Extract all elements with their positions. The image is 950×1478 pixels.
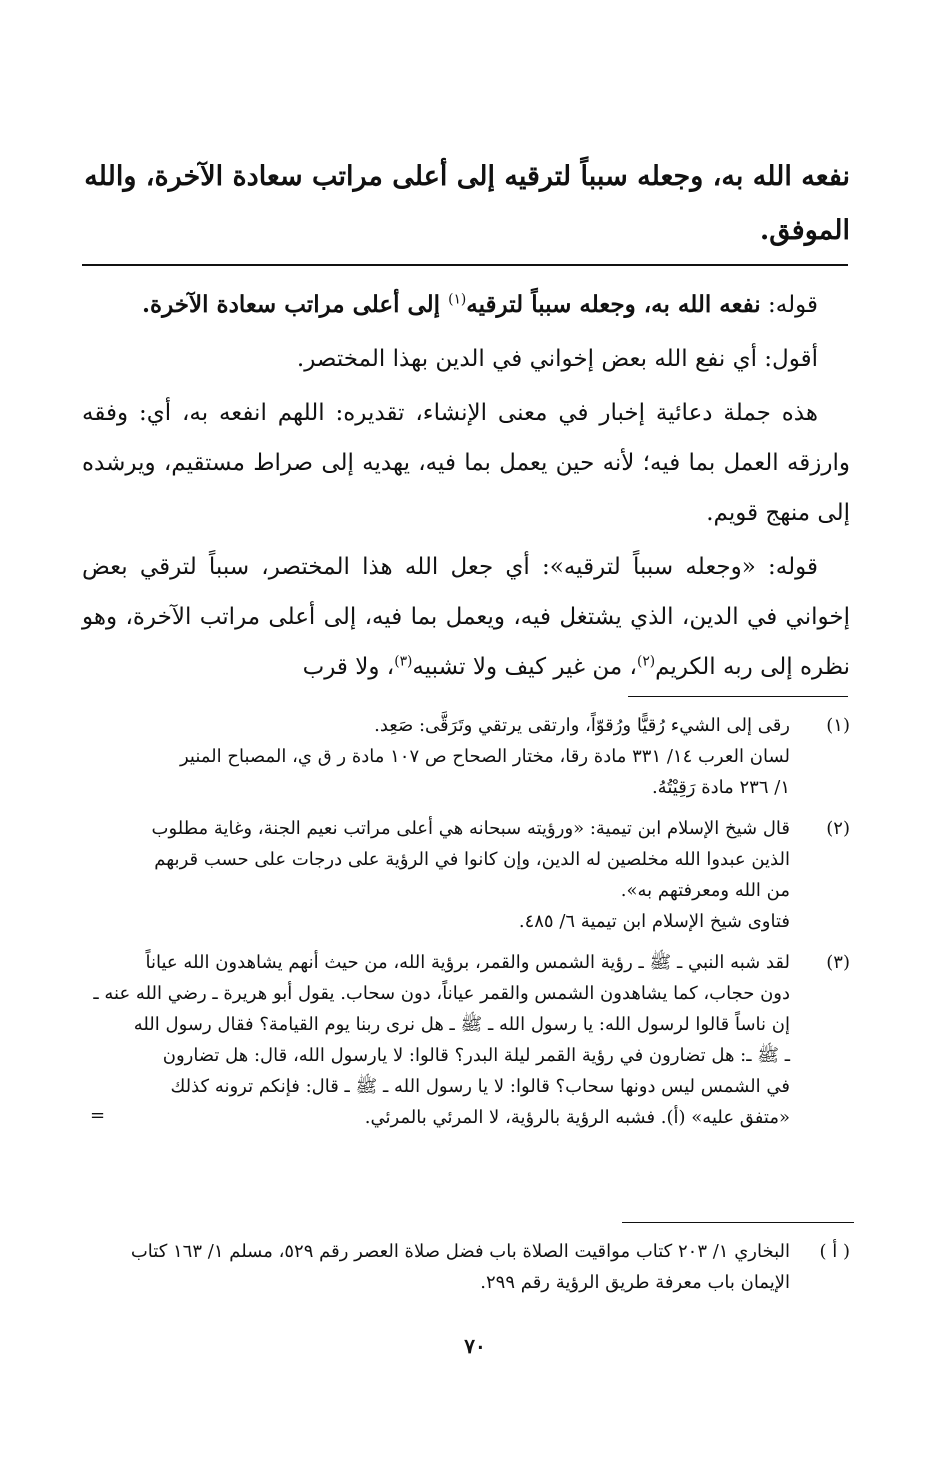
commentary-text: ، ولا قرب [302, 654, 395, 680]
subnote-a [82, 1236, 850, 1298]
commentary-text: ، من غير كيف ولا تشبيه [412, 654, 637, 680]
footnote-number: (٢) [826, 818, 850, 839]
subnotes [82, 1236, 850, 1308]
footnote-1 [82, 710, 850, 803]
footnote-line: في الشمس ليس دونها سحاب؟ قالوا: لا يا رسول الله ـ ﷺ ـ قال: فإنكم ترونه كذلك [170, 1076, 790, 1097]
footnote-line: ١/ ٢٣٦ مادة رَقِيْتُهُ. [651, 777, 790, 798]
footnote-line: فتاوى شيخ الإسلام ابن تيمية ٦/ ٤٨٥. [518, 911, 790, 932]
commentary-paragraph-4 [82, 542, 850, 692]
subnote-line: البخاري ١/ ٢٠٣ كتاب مواقيت الصلاة باب فضل صلاة العصر رقم ٥٢٩، مسلم ١/ ١٦٣ كتاب [130, 1241, 790, 1262]
quoted-text: نفعه الله به، وجعله سبباً لترقيه [466, 291, 761, 318]
footnote-3 [82, 947, 850, 1133]
footnote-line: إن ناساً قالوا لرسول الله: يا رسول الله ـ ﷺ ـ هل نرى ربنا يوم القيامة؟ فقال رسول الله [133, 1014, 790, 1035]
subnote-line: الإيمان باب معرفة طريق الرؤية رقم ٢٩٩. [480, 1272, 790, 1293]
commentary-prefix: قوله: [760, 292, 818, 318]
commentary-text: قوله: «وجعله سبباً لترقيه»: أي جعل الله هذا المختصر، سبباً لترقي بعض إخواني في الدين، الذي يشتغل فيه، ويعمل بما فيه، إلى أعلى مراتب الآخرة، وهو نظره إلى ربه الكريم [82, 554, 850, 680]
footnote-number: (١) [826, 715, 850, 736]
commentary-paragraph-3: هذه جملة دعائية إخبار في معنى الإنشاء، تقديره: اللهم انفعه به، أي: وفقه وارزقه العمل بما فيه؛ لأنه حين يعمل بما فيه، يهديه إلى صراط مستقيم، ويرشده إلى منهج قويم. [82, 400, 850, 526]
footnote-line: لقد شبه النبي ـ ﷺ ـ رؤية الشمس والقمر، برؤية الله، من حيث أنهم يشاهدون الله عياناً [145, 952, 790, 973]
footnote-line: لسان العرب ١٤/ ٣٣١ مادة رقا، مختار الصحاح ص ١٠٧ مادة ر ق ي، المصباح المنير [179, 746, 790, 767]
footnote-ref-1: (١) [448, 291, 467, 308]
commentary-paragraph-1 [82, 280, 850, 330]
section-divider [82, 264, 848, 266]
quoted-text-continued: إلى أعلى مراتب سعادة الآخرة. [142, 291, 449, 318]
continuation-mark: = [90, 1105, 106, 1126]
subnote-divider [622, 1222, 854, 1223]
footnote-line: من الله ومعرفتهم به». [620, 880, 790, 901]
footnote-line: «متفق عليه» (أ). فشبه الرؤية بالرؤية، لا المرئي بالمرئي. [364, 1107, 790, 1128]
footnote-line: قال شيخ الإسلام ابن تيمية: «ورؤيته سبحانه هي أعلى مراتب نعيم الجنة، وغاية مطلوب [151, 818, 790, 839]
footnote-line: رقى إلى الشيء رُقيًّا ورُقوّاً، وارتقى يرتقي وتَرَقَّى: صَعِد. [374, 715, 790, 736]
page-number: ٧٠ [464, 1334, 486, 1358]
commentary-paragraph-2: أقول: أي نفع الله بعض إخواني في الدين بهذا المختصر. [296, 346, 818, 372]
footnote-line: دون حجاب، كما يشاهدون الشمس والقمر عياناً، دون سحاب. يقول أبو هريرة ـ رضي الله عنه ـ [93, 983, 790, 1004]
footnote-divider [628, 696, 848, 697]
footnote-number: (٣) [826, 952, 850, 973]
subnote-number: ( أ ) [819, 1241, 850, 1262]
footnote-ref-3: (٣) [394, 653, 413, 670]
main-text-line-2: الموفق. [759, 215, 850, 246]
commentary [82, 280, 850, 692]
footnote-line: ـ ﷺ ـ: هل تضارون في رؤية القمر ليلة البدر؟ قالوا: لا يارسول الله، قال: هل تضارون [162, 1045, 790, 1066]
footnote-line: الذين عبدوا الله مخلصين له الدين، وإن كانوا في الرؤية على درجات على حسب قربهم [154, 849, 790, 870]
footnote-ref-2: (٢) [636, 653, 656, 670]
footnote-2 [82, 813, 850, 937]
main-text [82, 150, 850, 258]
footnotes [82, 710, 850, 1143]
main-text-line-1: نفعه الله به، وجعله سبباً لترقيه إلى أعلى مراتب سعادة الآخرة، والله [84, 161, 850, 192]
